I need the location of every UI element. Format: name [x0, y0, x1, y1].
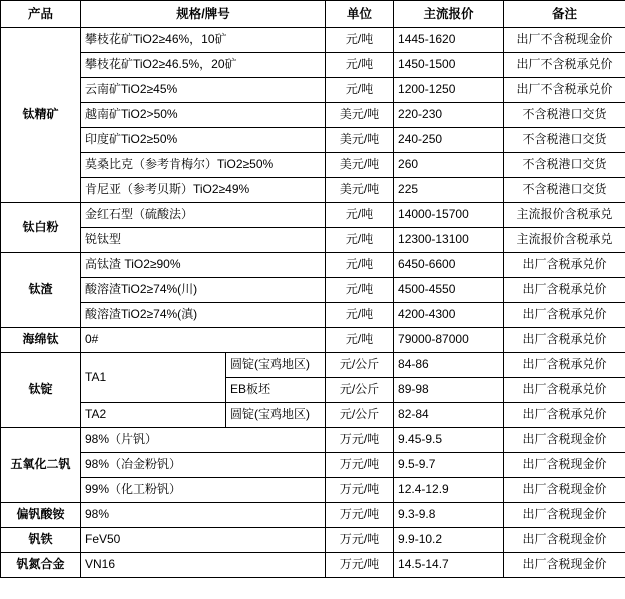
remark-cell: 出厂含税现金价	[504, 428, 625, 453]
table-row	[1, 553, 625, 578]
table-row	[1, 528, 625, 553]
unit-cell: 美元/吨	[326, 128, 394, 153]
price-cell: 82-84	[394, 403, 504, 428]
unit-cell: 万元/吨	[326, 453, 394, 478]
spec-cell: 肯尼亚（参考贝斯）TiO2≥49%	[81, 178, 326, 203]
remark-cell: 出厂不含税承兑价	[504, 53, 625, 78]
spec-cell: 98%	[81, 503, 326, 528]
grade-cell: TA1	[81, 353, 226, 403]
spec-cell: 攀枝花矿TiO2≥46.5%，20矿	[81, 53, 326, 78]
table-header-row	[1, 1, 625, 28]
table-row	[1, 53, 625, 78]
unit-cell: 元/吨	[326, 53, 394, 78]
unit-cell: 元/公斤	[326, 403, 394, 428]
price-cell: 4200-4300	[394, 303, 504, 328]
remark-cell: 主流报价含税承兑	[504, 228, 625, 253]
price-cell: 12.4-12.9	[394, 478, 504, 503]
table-row	[1, 103, 625, 128]
remark-cell: 不含税港口交货	[504, 153, 625, 178]
unit-cell: 元/吨	[326, 78, 394, 103]
unit-cell: 万元/吨	[326, 428, 394, 453]
product-category-cell: 钒铁	[1, 528, 81, 553]
price-cell: 225	[394, 178, 504, 203]
product-category-cell: 钛白粉	[1, 203, 81, 253]
spec-cell: 酸溶渣TiO2≥74%(川)	[81, 278, 326, 303]
table-row	[1, 278, 625, 303]
price-cell: 1450-1500	[394, 53, 504, 78]
price-cell: 12300-13100	[394, 228, 504, 253]
remark-cell: 出厂含税承兑价	[504, 253, 625, 278]
unit-cell: 元/吨	[326, 253, 394, 278]
remark-cell: 出厂含税承兑价	[504, 328, 625, 353]
unit-cell: 万元/吨	[326, 528, 394, 553]
spec-cell: 圆锭(宝鸡地区)	[226, 353, 326, 378]
product-category-cell: 五氧化二钒	[1, 428, 81, 503]
remark-cell: 出厂含税承兑价	[504, 378, 625, 403]
table-row	[1, 503, 625, 528]
spec-cell: FeV50	[81, 528, 326, 553]
spec-cell: 越南矿TiO2>50%	[81, 103, 326, 128]
table-row	[1, 353, 625, 378]
table-row	[1, 303, 625, 328]
unit-cell: 美元/吨	[326, 178, 394, 203]
remark-cell: 不含税港口交货	[504, 128, 625, 153]
table-row	[1, 228, 625, 253]
price-cell: 79000-87000	[394, 328, 504, 353]
unit-cell: 万元/吨	[326, 478, 394, 503]
unit-cell: 元/吨	[326, 303, 394, 328]
spec-cell: 酸溶渣TiO2≥74%(滇)	[81, 303, 326, 328]
spec-cell: 莫桑比克（参考肯梅尔）TiO2≥50%	[81, 153, 326, 178]
table-row	[1, 428, 625, 453]
remark-cell: 不含税港口交货	[504, 103, 625, 128]
unit-cell: 元/吨	[326, 28, 394, 53]
spec-cell: 99%（化工粉钒）	[81, 478, 326, 503]
spec-cell: VN16	[81, 553, 326, 578]
unit-cell: 美元/吨	[326, 153, 394, 178]
spec-cell: 印度矿TiO2≥50%	[81, 128, 326, 153]
remark-cell: 出厂含税现金价	[504, 503, 625, 528]
column-header-price: 主流报价	[394, 1, 504, 28]
table-row	[1, 328, 625, 353]
product-category-cell: 钛渣	[1, 253, 81, 328]
product-category-cell: 钛精矿	[1, 28, 81, 203]
price-cell: 240-250	[394, 128, 504, 153]
remark-cell: 出厂含税承兑价	[504, 278, 625, 303]
table-row	[1, 153, 625, 178]
unit-cell: 万元/吨	[326, 553, 394, 578]
unit-cell: 万元/吨	[326, 503, 394, 528]
spec-cell: 高钛渣 TiO2≥90%	[81, 253, 326, 278]
price-cell: 14000-15700	[394, 203, 504, 228]
price-cell: 84-86	[394, 353, 504, 378]
remark-cell: 不含税港口交货	[504, 178, 625, 203]
spec-cell: 金红石型（硫酸法）	[81, 203, 326, 228]
product-category-cell: 海绵钛	[1, 328, 81, 353]
remark-cell: 出厂含税承兑价	[504, 353, 625, 378]
product-category-cell: 偏钒酸铵	[1, 503, 81, 528]
product-category-cell: 钛锭	[1, 353, 81, 428]
spec-cell: 锐钛型	[81, 228, 326, 253]
price-cell: 1200-1250	[394, 78, 504, 103]
spec-cell: 0#	[81, 328, 326, 353]
price-cell: 4500-4550	[394, 278, 504, 303]
unit-cell: 元/吨	[326, 328, 394, 353]
price-cell: 220-230	[394, 103, 504, 128]
table-row	[1, 453, 625, 478]
table-row	[1, 78, 625, 103]
unit-cell: 元/吨	[326, 278, 394, 303]
table-body	[1, 28, 625, 578]
column-header-product: 产品	[1, 1, 81, 28]
remark-cell: 出厂含税现金价	[504, 553, 625, 578]
spec-cell: 98%（片钒）	[81, 428, 326, 453]
remark-cell: 主流报价含税承兑	[504, 203, 625, 228]
remark-cell: 出厂含税承兑价	[504, 403, 625, 428]
remark-cell: 出厂含税现金价	[504, 528, 625, 553]
price-cell: 9.45-9.5	[394, 428, 504, 453]
table-row	[1, 253, 625, 278]
table-row	[1, 128, 625, 153]
price-cell: 9.3-9.8	[394, 503, 504, 528]
unit-cell: 美元/吨	[326, 103, 394, 128]
remark-cell: 出厂含税现金价	[504, 478, 625, 503]
price-cell: 89-98	[394, 378, 504, 403]
column-header-spec: 规格/牌号	[81, 1, 326, 28]
table-row	[1, 478, 625, 503]
unit-cell: 元/公斤	[326, 353, 394, 378]
grade-cell: TA2	[81, 403, 226, 428]
price-cell: 9.9-10.2	[394, 528, 504, 553]
table-row	[1, 203, 625, 228]
spec-cell: 攀枝花矿TiO2≥46%，10矿	[81, 28, 326, 53]
remark-cell: 出厂含税承兑价	[504, 303, 625, 328]
table-row	[1, 28, 625, 53]
spec-cell: 98%（冶金粉钒）	[81, 453, 326, 478]
price-cell: 14.5-14.7	[394, 553, 504, 578]
product-category-cell: 钒氮合金	[1, 553, 81, 578]
price-cell: 260	[394, 153, 504, 178]
price-cell: 6450-6600	[394, 253, 504, 278]
unit-cell: 元/公斤	[326, 378, 394, 403]
price-cell: 1445-1620	[394, 28, 504, 53]
remark-cell: 出厂含税现金价	[504, 453, 625, 478]
table-row	[1, 403, 625, 428]
spec-cell: 圆锭(宝鸡地区)	[226, 403, 326, 428]
unit-cell: 元/吨	[326, 228, 394, 253]
spec-cell: EB板坯	[226, 378, 326, 403]
spec-cell: 云南矿TiO2≥45%	[81, 78, 326, 103]
column-header-unit: 单位	[326, 1, 394, 28]
table-row	[1, 178, 625, 203]
unit-cell: 元/吨	[326, 203, 394, 228]
column-header-remark: 备注	[504, 1, 625, 28]
remark-cell: 出厂不含税现金价	[504, 28, 625, 53]
remark-cell: 出厂不含税承兑价	[504, 78, 625, 103]
price-cell: 9.5-9.7	[394, 453, 504, 478]
